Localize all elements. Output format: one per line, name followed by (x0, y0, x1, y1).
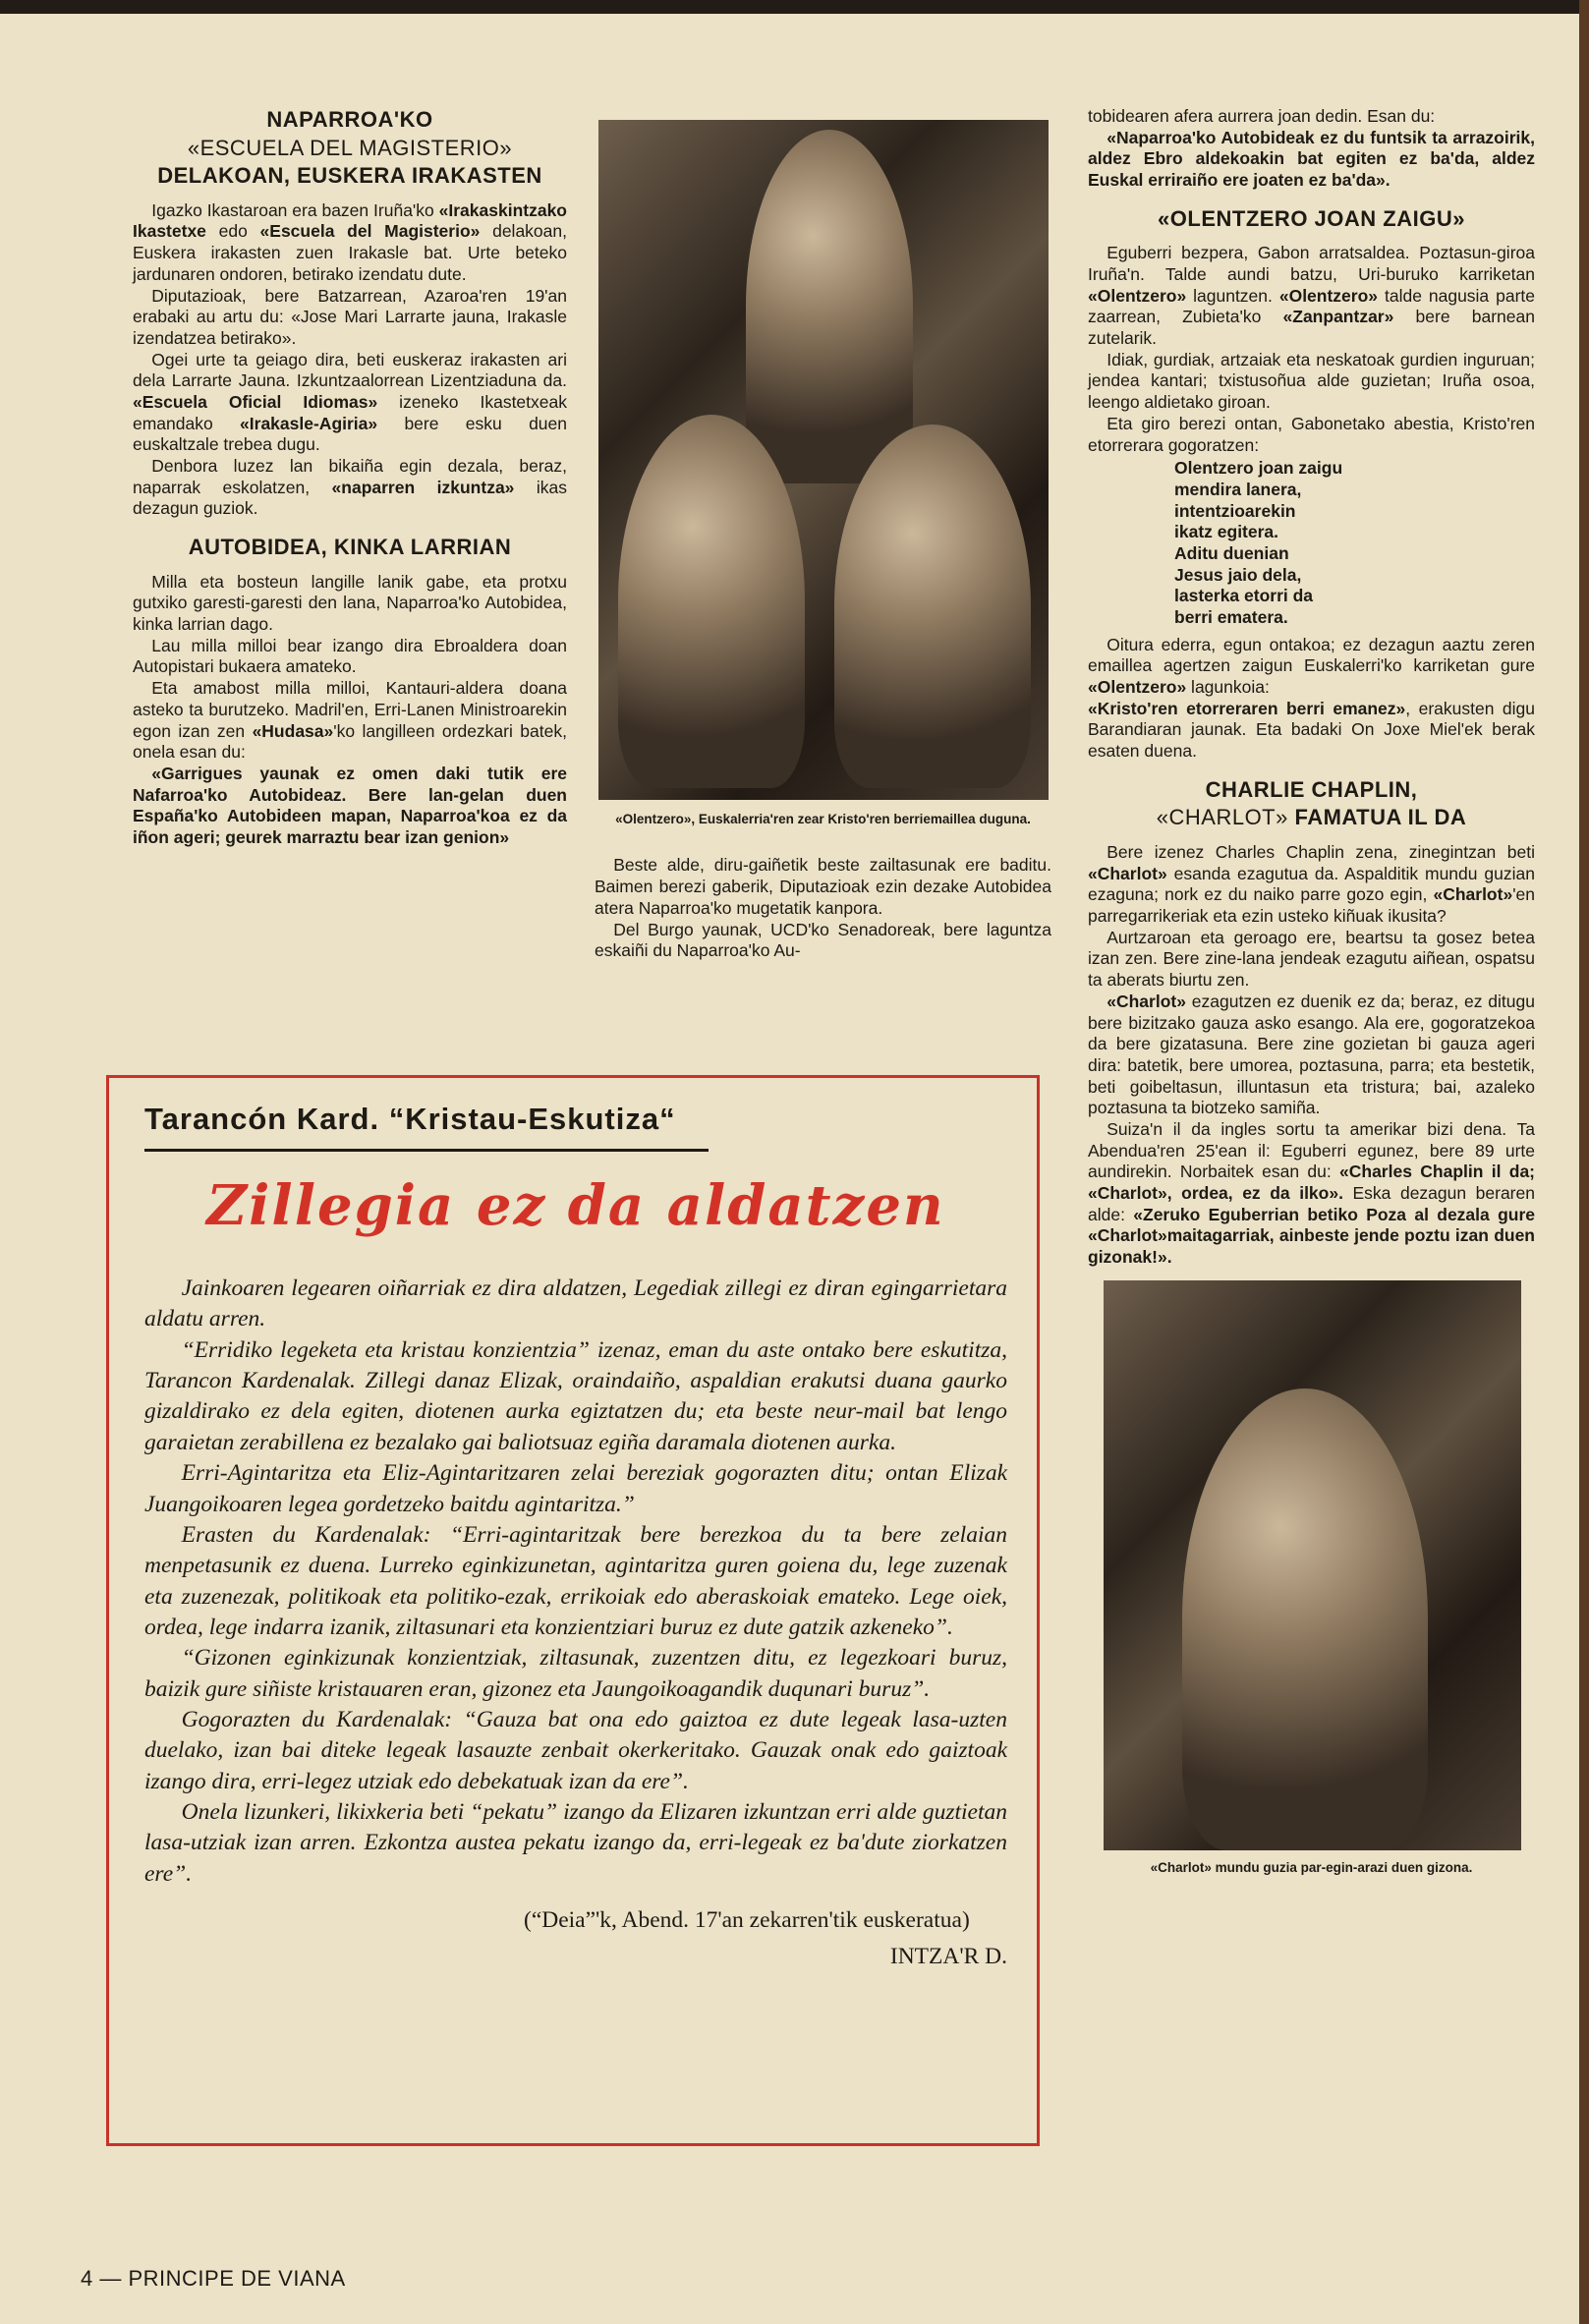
headline-chaplin: CHARLIE CHAPLIN, «CHARLOT» FAMATUA IL DA (1156, 776, 1467, 830)
article-paragraph: Igazko Ikastaroan era bazen Iruña'ko «Irakaskintzako Ikastetxe edo «Escuela del Magisterio» delakoan, Euskera irakasten zuen Irakasle bat. Urte beteko jardunaren ondoren, betirako izendatu dute. (133, 199, 567, 284)
column-left (133, 106, 567, 849)
article-paragraph: Ogei urte ta geiago dira, beti euskeraz irakasten ari dela Larrarte Jauna. Izkuntzaalorrean Lizentziaduna da. «Escuela Oficial Idiomas» izeneko Ikastetxeak emandako «Irakasle-Agiria» bere esku duen euskaltzale trebea dugu. (133, 349, 567, 455)
article-paragraph: Del Burgo yaunak, UCD'ko Senadoreak, bere laguntza eskaiñi du Naparroa'ko Au- (595, 919, 1051, 961)
box-paragraph: Gogorazten du Kardenalak: “Gauza bat ona edo gaiztoa ez dute legeak lasa-uzten duelako, izan bai diteke legeak lasauzte zenbait okerkeritako. Gauzak onak edo gaiztoak izango dira, erri-legez utziak edo debekatuak izan da ere”. (144, 1707, 1007, 1794)
box-source: (“Deia”'k, Abend. 17'an zekarren'tik euskeratua) (524, 1907, 970, 1934)
page-top-band (0, 0, 1589, 14)
chaplin-photo (1104, 1280, 1521, 1850)
article-paragraph: Idiak, gurdiak, artzaiak eta neskatoak gurdien inguruan; jendea kantari; txistusoñua alde guzietan; Iruña osoa, leengo aldietako giroan. (1088, 349, 1535, 413)
box-paragraph: “Gizonen eginkizunak konzientziak, ziltasunak, zuzentzen ditu, ez legezkoari buruz, baizik gure siñiste kristauaren eran, gizonez eta Jaungoikoagandik duqunari buruz”. (144, 1645, 1007, 1702)
box-paragraph: Erri-Agintaritza eta Eliz-Agintaritzaren zelai bereziak gogorazten ditu; ontan Elizak Juangoikoaren legea gordetzeko baitdu agintaritza.” (144, 1460, 1007, 1517)
article-paragraph: Bere izenez Charles Chaplin zena, zinegintzan beti «Charlot» esanda ezagutua da. Aspalditik mundu guzian ezaguna; nork ez du naiko parre gozo egin, «Charlot»'en parregarrikeriak eta ezin usteko kiñuak ikusita? (1088, 842, 1535, 927)
article-quote: «Naparroa'ko Autobideak ez du funtsik ta arrazoirik, aldez Ebro aldekoakin bat egiten ez ba'da, aldez Euskal erriraiño ere joaten ez ba'da». (1088, 127, 1535, 191)
box-paragraph: Erasten du Kardenalak: “Erri-agintaritzak bere berezkoa du ta bere zelaian menpetasunik ez duena. Lurreko eginkizunetan, agintaritza guren goiena du, lege zuzenak eta zuzenezak, politikoak eta politiko-ezak, errikoiak edo aberaskoiak emateko. Lege oiek, ordea, lege indarra izanik, ziltasunari eta konzientziari buruz ez dute gatzik azkeneko”. (144, 1521, 1007, 1640)
article-paragraph: «Charlot» ezagutzen ez duenik ez da; beraz, ez ditugu bere bizitzako gauza asko esango. Ala ere, gogoratzekoa da bere gizatasuna. Bere zine gozietan bi gauza ageri dira: batetik, bere umorea, poztasuna, parra; eta bestetik, beti goibeltasun, illuntasun eta tristura; bai, azaleko poztasuna ta biotzeko samiña. (1088, 991, 1535, 1118)
page-edge (1579, 0, 1589, 2324)
olentzero-photo (598, 120, 1049, 800)
box-paragraph: Onela lizunkeri, likixkeria beti “pekatu” izango da Elizaren izkuntzan erri alde guztietan lasa-utziak izan arren. Ezkontza austea pekatu izango da, erri-legeak ez ba'dute ziorkatzen ere”. (144, 1799, 1007, 1887)
figure-right-person (834, 425, 1031, 788)
article-paragraph: Beste alde, diru-gaiñetik beste zailtasunak ere baditu. Baimen berezi gaberik, Diputazioak ezin dezake Autobidea atera Naparroa'ko mugetatik kanpora. (595, 855, 1051, 918)
article-paragraph: Diputazioak, bere Batzarrean, Azaroa'ren 19'an erabaki au artu du: «Jose Mari Larrarte jauna, Irakasle izendatzea betirako». (133, 285, 567, 348)
tarancon-letter-box (106, 1075, 1040, 2146)
photo-caption: «Olentzero», Euskalerria'ren zear Kristo'ren berriemaillea duguna. (615, 812, 1031, 826)
figure-chaplin (1182, 1389, 1428, 1850)
article-paragraph: Eta amabost milla milloi, Kantauri-aldera doana asteko ta burutzeko. Madril'en, Erri-Lanen Ministroarekin egon izan zen «Hudasa»'ko langilleen ordezkari batek, onela esan du: (133, 678, 567, 763)
box-author: INTZA'R D. (889, 1943, 1007, 1969)
article-paragraph: tobidearen afera aurrera joan dedin. Esan du: (1088, 106, 1436, 126)
figure-olentzero (746, 130, 913, 483)
headline-olentzero: «OLENTZERO JOAN ZAIGU» (1158, 205, 1465, 231)
article-paragraph: Eguberri bezpera, Gabon arratsaldea. Poztasun-giroa Iruña'n. Talde aundi batzu, Uri-buruko karriketan «Olentzero» laguntzen. «Olentzero» talde nagusia parte zaarrean, Zubieta'ko «Zanpantzar» bere barnean zutelarik. (1088, 243, 1535, 349)
column-middle (595, 106, 1051, 962)
photo-caption: «Charlot» mundu guzia par-egin-arazi duen gizona. (1150, 1859, 1473, 1875)
headline-autobidea: AUTOBIDEA, KINKA LARRIAN (188, 535, 512, 560)
article-paragraph: Eta giro berezi ontan, Gabonetako abestia, Kristo'ren etorrerara gogoratzen: (1088, 413, 1535, 455)
olentzero-song: Olentzero joan zaigu mendira lanera, intentzioarekin ikatz egitera. Aditu duenian Jesus jaio dela, lasterka etorri da berri ematera. (1174, 458, 1343, 628)
article-paragraph: Lau milla milloi bear izango dira Ebroaldera doan Autopistari bukaera amateko. (133, 635, 567, 677)
box-paragraph: “Erridiko legeketa eta kristau konzientzia” izenaz, eman du aste ontako bere eskutitza, Tarancon Kardenalak. Zillegi danaz Elizak, oraindaiño, aspaldian erakutsi duana gaurko gizaldirako ez dela egiten, diotenen aurka egiztatzen du; eta beste neur-mail bat lengo garaietan zerabillena ez bezalako gai baliotsuaz egiña daramala diotenen aurka. (144, 1336, 1007, 1455)
article-paragraph: Oitura ederra, egun ontakoa; ez dezagun aaztu zeren emaillea agertzen zaigun Euskalerri'ko karriketan gure «Olentzero» lagunkoia: (1088, 634, 1535, 698)
article-paragraph: Milla eta bosteun langille lanik gabe, eta protxu gutxiko garesti-garesti den lana, Naparroa'ko Autobidea, kinka larrian dago. (133, 571, 567, 635)
article-paragraph: Denbora luzez lan bikaiña egin dezala, beraz, naparrak eskolatzen, «naparren izkuntza» ikas dezagun guziok. (133, 456, 567, 519)
headline-magisterio: NAPARROA'KO «ESCUELA DEL MAGISTERIO» DELAKOAN, EUSKERA IRAKASTEN (157, 107, 542, 189)
article-paragraph: «Kristo'ren etorreraren berri emanez», erakusten digu Barandiaran jaunak. Eta badaki On Joxe Miel'ek berak esaten duena. (1088, 698, 1535, 762)
box-subtitle: Tarancón Kard. “Kristau-Eskutiza“ (144, 1102, 676, 1136)
column-right (1088, 106, 1535, 1876)
box-paragraph: Jainkoaren legearen oiñarriak ez dira aldatzen, Legediak zillegi ez diran egingarrietara aldatu arren. (144, 1275, 1007, 1332)
article-quote: «Garrigues yaunak ez omen daki tutik ere Nafarroa'ko Autobideaz. Bere lan-gelan duen España'ko Autobideen mapan, Naparroa'koa ez da iñon ageri; geurek marraztu bear izan genion» (133, 763, 567, 847)
article-paragraph: Suiza'n il da ingles sortu ta amerikar bizi dena. Ta Abendua'ren 25'ean il: Eguberri egunez, bere 89 urte aundirekin. Norbaitek esan du: «Charles Chaplin il da; «Charlot», ordea, ez da ilko». Eska dezagun beraren alde: «Zeruko Eguberrian betiko Poza al dezala gure «Charlot»maitagarriak, ainbeste jende poztu izan duen gizonak!». (1088, 1118, 1536, 1268)
box-title: Zillegia ez da aldatzen (206, 1173, 945, 1238)
article-paragraph: Aurtzaroan eta geroago ere, beartsu ta gosez betea izan zen. Bere zine-lana jendeak ezagutu aiñean, ospatsu ta aberats biurtu zen. (1088, 927, 1535, 991)
figure-left-person (618, 415, 805, 788)
page-footer: 4 — PRINCIPE DE VIANA (81, 2266, 346, 2291)
box-rule (144, 1149, 709, 1152)
